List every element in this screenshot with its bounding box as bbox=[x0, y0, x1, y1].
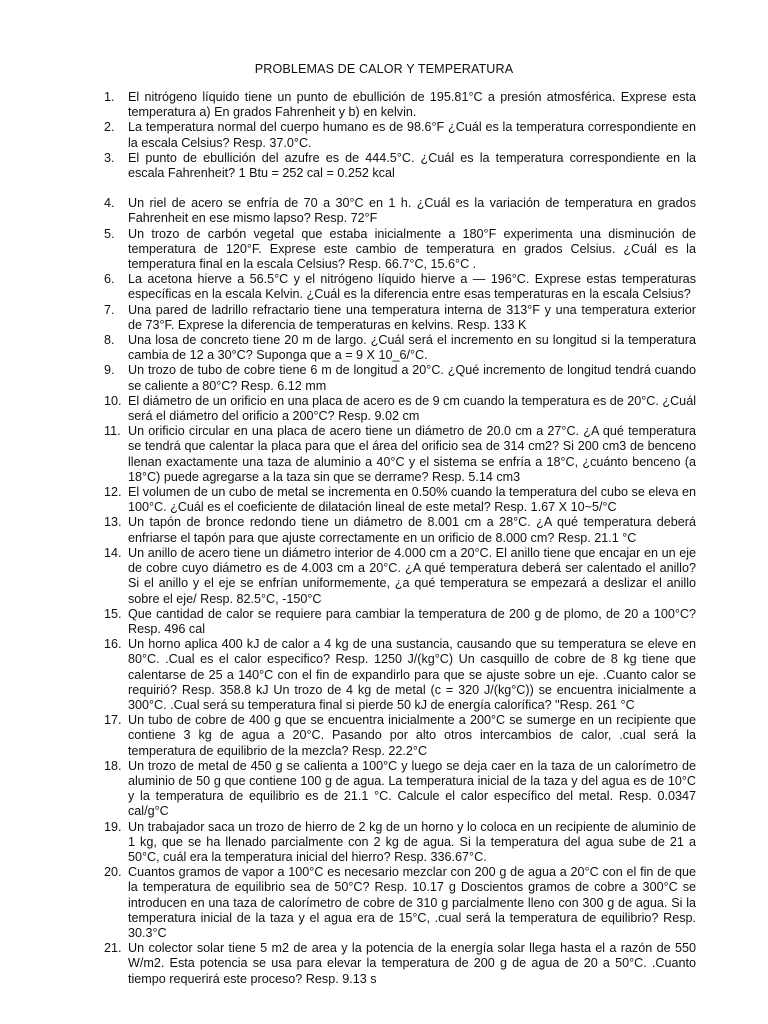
item-text: Una pared de ladrillo refractario tiene una temperatura interna de 313°F y una temperatura exterior de 73°F. Exprese la diferencia de temperaturas en kelvins. Resp. 133 K bbox=[128, 302, 696, 332]
spacer bbox=[104, 181, 696, 196]
item-text: Una losa de concreto tiene 20 m de largo. ¿Cuál será el incremento en su longitud si la temperatura cambia de 12 a 30°C? Suponga que a = 9 X 10_6/°C. bbox=[128, 333, 696, 363]
item-number: 8. bbox=[104, 333, 115, 348]
list-item bbox=[104, 120, 696, 150]
item-number: 4. bbox=[104, 196, 115, 211]
list-item bbox=[104, 713, 696, 759]
item-text: La temperatura normal del cuerpo humano es de 98.6°F ¿Cuál es la temperatura correspondiente en la escala Celsius? Resp. 37.0°C. bbox=[128, 120, 696, 150]
item-text: El diámetro de un orificio en una placa de acero es de 9 cm cuando la temperatura es de 20°C. ¿Cuál será el diámetro del orificio a 200°C? Resp. 9.02 cm bbox=[128, 393, 696, 424]
list-item bbox=[104, 303, 696, 333]
item-number: 21. bbox=[104, 941, 122, 956]
list-item bbox=[104, 485, 696, 515]
item-text: Cuantos gramos de vapor a 100°C es necesario mezclar con 200 g de agua a 20°C con el fin de que la temperatura de equilibrio sea de 50°C? Resp. 10.17 g Doscientos gramos de cobre a 300°C se introducen en una taza de calorímetro de cobre de 310 g parcialmente lleno con 300 g de agua. Si la temperatura inicial de la taza y el agua era de 15°C, .cual será la temperatura de equilibrio? Resp. 30.3°C bbox=[128, 865, 696, 940]
list-item bbox=[104, 637, 696, 713]
item-number: 10. bbox=[104, 393, 122, 408]
item-text: La acetona hierve a 56.5°C y el nitrógeno líquido hierve a — 196°C. Exprese estas temperaturas específicas en la escala Kelvin. ¿Cuál es la diferencia entre esas temperaturas en la escala Celsius? bbox=[128, 272, 696, 302]
item-number: 6. bbox=[104, 272, 115, 287]
item-text: Un tapón de bronce redondo tiene un diámetro de 8.001 cm a 28°C. ¿A qué temperatura deberá enfriarse el tapón para que ajuste correctamente en un orificio de 8.000 cm? Resp. 21.1 °C bbox=[128, 515, 696, 545]
list-item bbox=[104, 90, 696, 120]
item-number: 18. bbox=[104, 758, 122, 773]
item-number: 9. bbox=[104, 363, 115, 378]
item-text: Un trabajador saca un trozo de hierro de 2 kg de un horno y lo coloca en un recipiente de aluminio de 1 kg, que se ha llenado parcialmente con 2 kg de agua. Si la temperatura del agua sube de 21 a 50°C, cuál era la temperatura inicial del hierro? Resp. 336.67°C. bbox=[128, 819, 696, 864]
item-text: Un riel de acero se enfría de 70 a 30°C en 1 h. ¿Cuál es la variación de temperatura en grados Fahrenheit en ese mismo lapso? Resp. 72°F bbox=[128, 196, 696, 226]
item-number: 11. bbox=[104, 424, 121, 439]
list-item bbox=[104, 607, 696, 637]
page-title: PROBLEMAS DE CALOR Y TEMPERATURA bbox=[254, 62, 514, 76]
item-text: El nitrógeno líquido tiene un punto de ebullición de 195.81°C a presión atmosférica. Exprese esta temperatura a) En grados Fahrenheit y b) en kelvin. bbox=[128, 90, 696, 120]
item-number: 2. bbox=[104, 120, 115, 135]
item-text: Un anillo de acero tiene un diámetro interior de 4.000 cm a 20°C. El anillo tiene que encajar en un eje de cobre cuyo diámetro es de 4.003 cm a 20°C. ¿A qué temperatura deberá ser calentado el anillo? Si el anillo y el eje se enfrían uniformemente, ¿a qué temperatura se empezará a deslizar el anillo sobre el eje/ Resp. 82.5°C, -150°C bbox=[128, 545, 696, 606]
list-item bbox=[104, 196, 696, 226]
item-number: 17. bbox=[104, 713, 122, 728]
item-number: 16. bbox=[104, 637, 122, 652]
item-number: 13. bbox=[104, 515, 122, 530]
item-number: 15. bbox=[104, 606, 122, 621]
item-text: Un horno aplica 400 kJ de calor a 4 kg de una sustancia, causando que su temperatura se eleve en 80°C. .Cual es el calor especifico? Resp. 1250 J/(kg°C) Un casquillo de cobre de 8 kg tiene que calentarse de 25 a 140°C con el fin de expandirlo para que se ajuste sobre un eje. .Cuanto calor se requirió? Resp. 358.8 kJ Un trozo de 4 kg de metal (c = 320 J/(kg°C)) se encuentra inicialmente a 300°C. .Cual será su temperatura final si pierde 50 kJ de energía calorífica? "Resp. 261 °C bbox=[128, 637, 696, 712]
item-number: 7. bbox=[104, 302, 115, 317]
item-text: Un tubo de cobre de 400 g que se encuentra inicialmente a 200°C se sumerge en un recipiente que contiene 3 kg de agua a 20°C. Pasando por alto otros intercambios de calor, .cual será la temperatura de equilibrio de la mezcla? Resp. 22.2°C bbox=[128, 713, 696, 758]
list-item bbox=[104, 941, 696, 987]
list-item bbox=[104, 424, 696, 485]
list-item bbox=[104, 820, 696, 866]
item-text: Un trozo de metal de 450 g se calienta a 100°C y luego se deja caer en la taza de un calorímetro de aluminio de 50 g que contiene 100 g de agua. La temperatura inicial de la taza y del agua es de 10°C y la temperatura de equilibrio es de 21.1 °C. Calcule el calor específico del metal. Resp. 0.0347 cal/g°C bbox=[128, 758, 696, 819]
list-item bbox=[104, 546, 696, 607]
item-number: 5. bbox=[104, 226, 115, 241]
item-text: Un orificio circular en una placa de acero tiene un diámetro de 20.0 cm a 27°C. ¿A qué temperatura se tendrá que calentar la placa para que el área del orificio sea de 314 cm2? Si 200 cm3 de benceno llenan exactamente una taza de aluminio a 40°C y el sistema se enfría a 18°C, ¿cuánto benceno (a 18°C) puede agregarse a la taza sin que se derrame? Resp. 5.14 cm3 bbox=[128, 424, 696, 484]
item-number: 20. bbox=[104, 865, 122, 880]
item-text: Un trozo de tubo de cobre tiene 6 m de longitud a 20°C. ¿Qué incremento de longitud tendrá cuando se caliente a 80°C? Resp. 6.12 mm bbox=[128, 363, 696, 393]
list-item bbox=[104, 227, 696, 273]
item-text: Un trozo de carbón vegetal que estaba inicialmente a 180°F experimenta una disminución de temperatura de 120°F. Exprese este cambio de temperatura en grados Celsius. ¿Cuál es la temperatura final en la escala Celsius? Resp. 66.7°C, 15.6°C . bbox=[128, 226, 696, 272]
item-number: 14. bbox=[104, 545, 122, 560]
problem-list bbox=[104, 90, 696, 987]
item-text: El volumen de un cubo de metal se incrementa en 0.50% cuando la temperatura del cubo se eleva en 100°C. ¿Cuál es el coeficiente de dilatación lineal de este metal? Resp. 1.67 X 10~5/°C bbox=[128, 485, 696, 515]
list-item bbox=[104, 865, 696, 941]
list-item bbox=[104, 333, 696, 363]
list-item bbox=[104, 515, 696, 545]
list-item bbox=[104, 272, 696, 302]
list-item bbox=[104, 759, 696, 820]
list-item bbox=[104, 151, 696, 181]
list-item bbox=[104, 394, 696, 424]
list-item bbox=[104, 363, 696, 393]
item-number: 1. bbox=[104, 90, 115, 104]
item-number: 19. bbox=[104, 819, 122, 834]
item-text: El punto de ebullición del azufre es de 444.5°C. ¿Cuál es la temperatura correspondiente en la escala Fahrenheit? 1 Btu = 252 cal = 0.252 kcal bbox=[128, 150, 696, 181]
item-number: 12. bbox=[104, 485, 122, 500]
item-text: Que cantidad de calor se requiere para cambiar la temperatura de 200 g de plomo, de 20 a 100°C? Resp. 496 cal bbox=[128, 606, 696, 636]
item-text: Un colector solar tiene 5 m2 de area y la potencia de la energía solar llega hasta el a razón de 550 W/m2. Esta potencia se usa para elevar la temperatura de 200 g de agua de 20 a 50°C. .Cuanto tiempo requerirá este proceso? Resp. 9.13 s bbox=[128, 941, 696, 986]
item-number: 3. bbox=[104, 150, 115, 165]
